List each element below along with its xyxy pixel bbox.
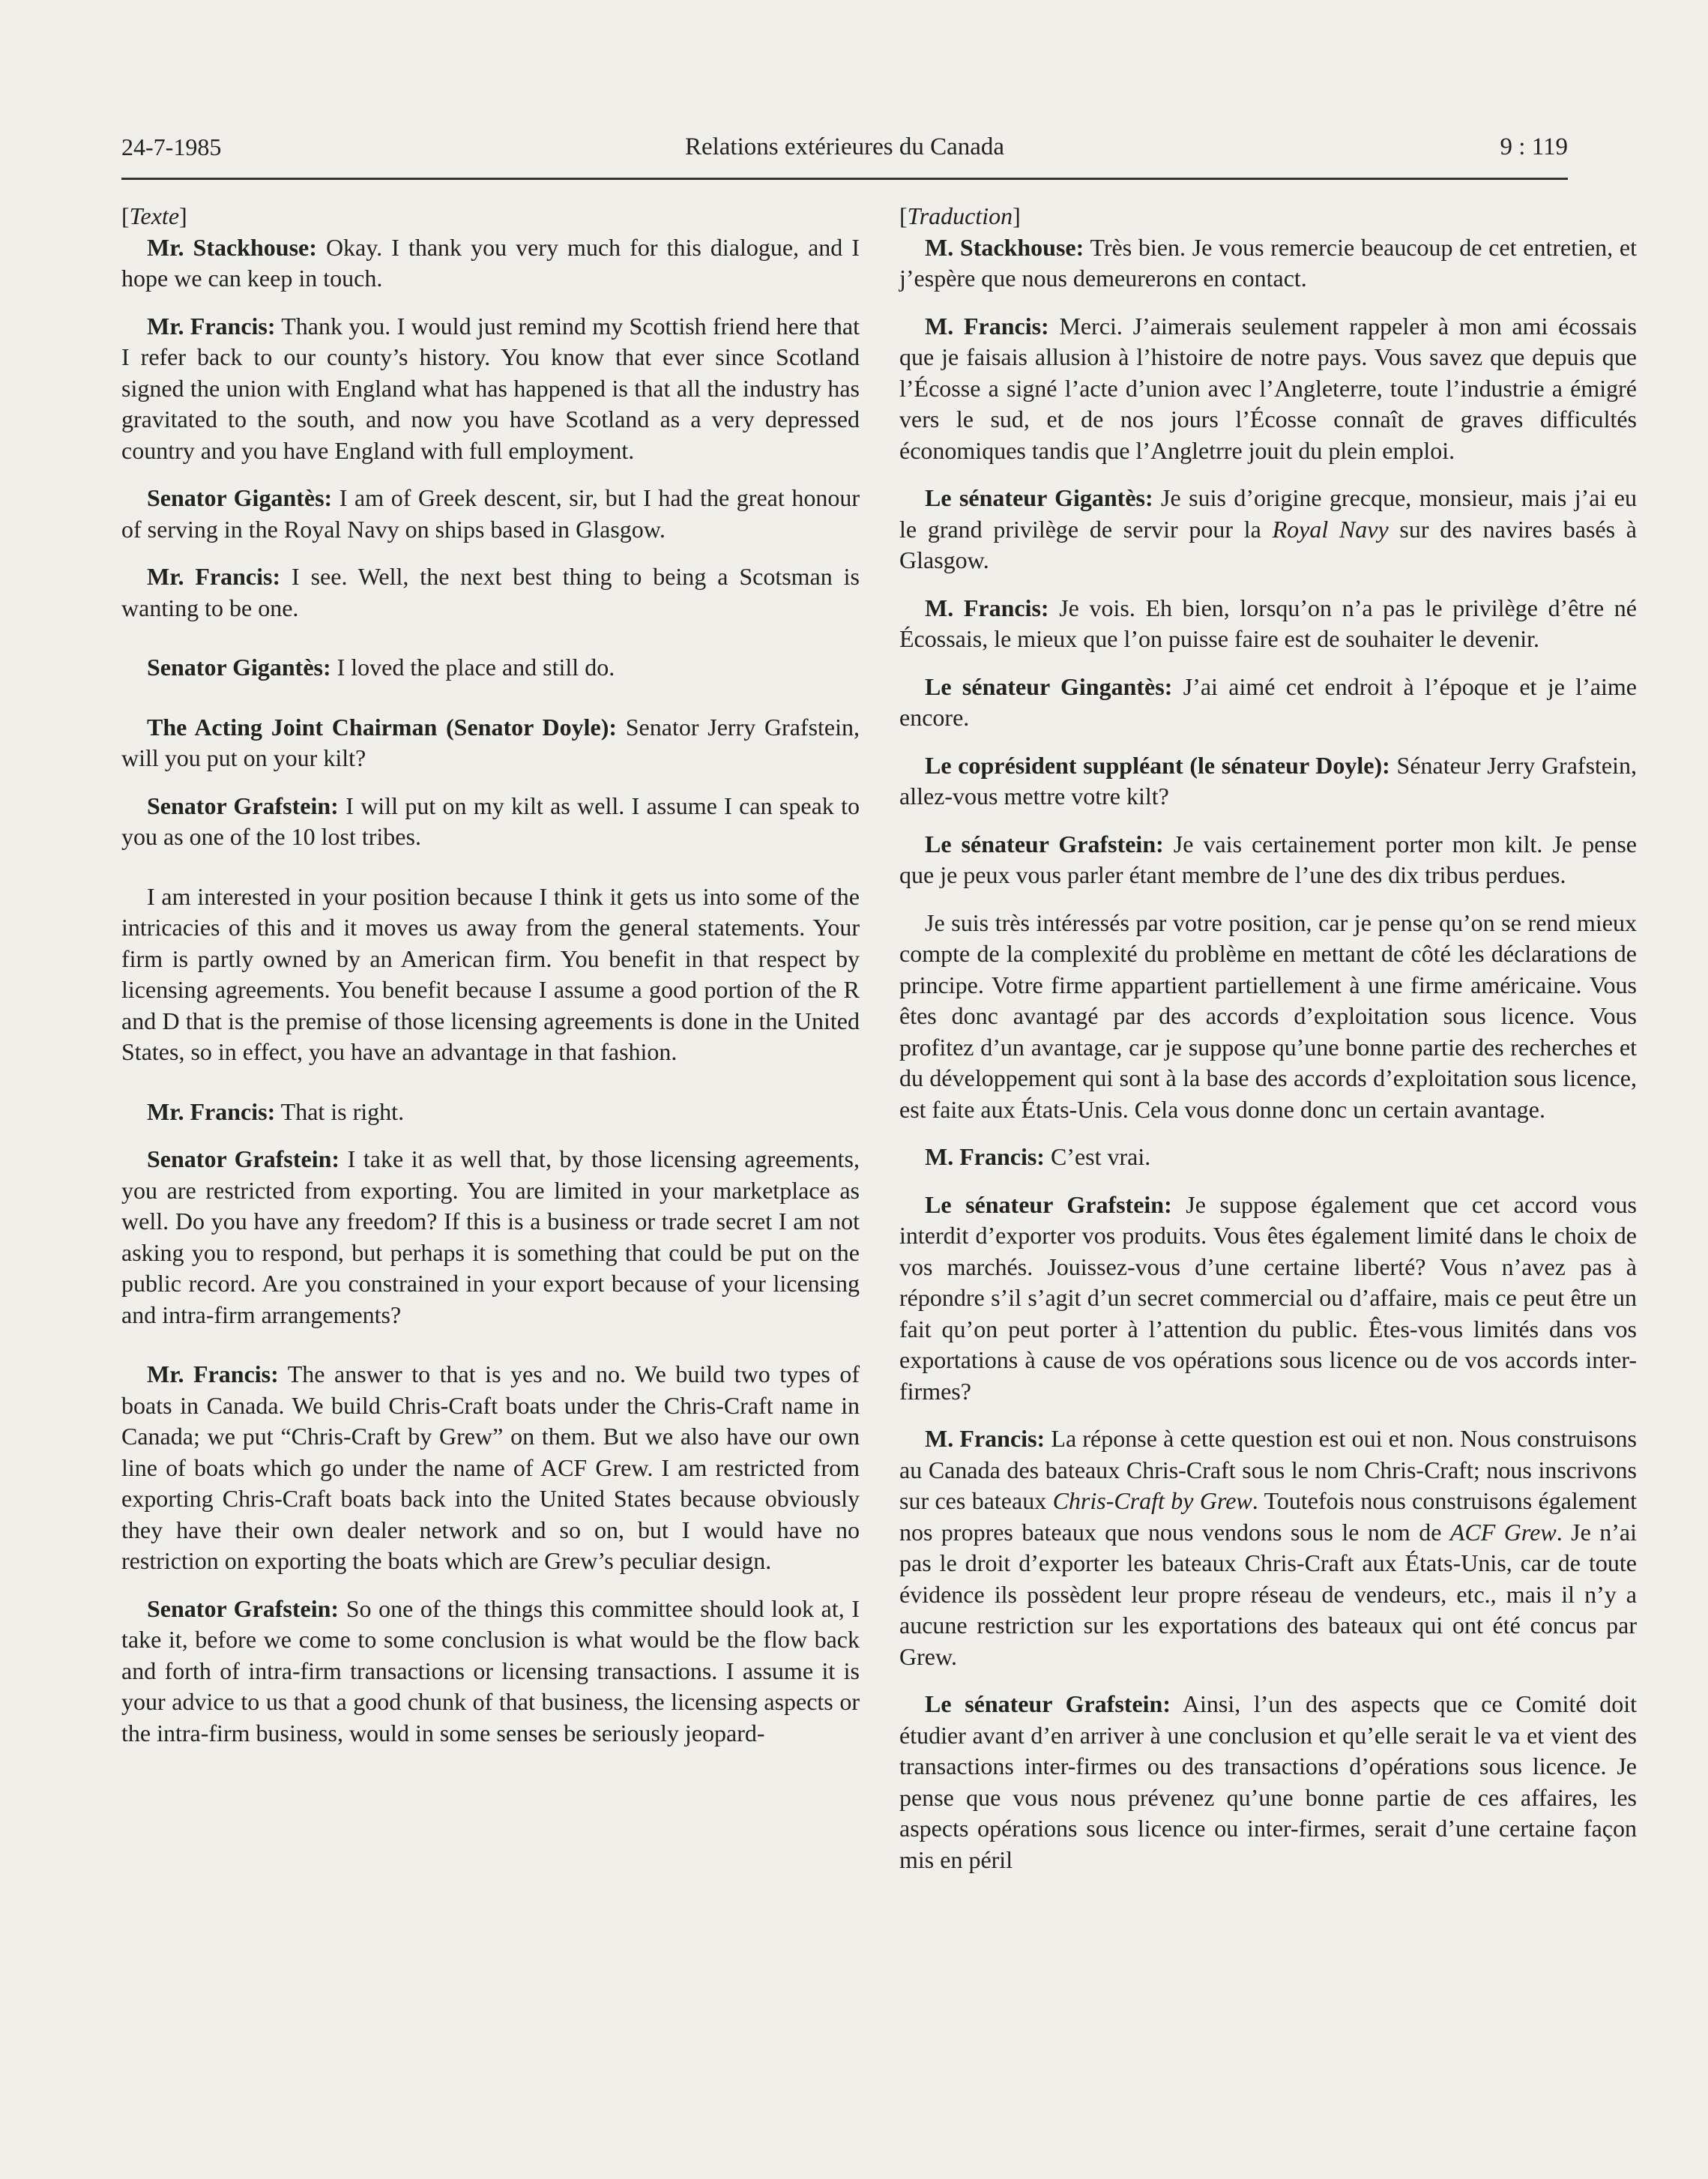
speaker-name: Le coprésident suppléant — [925, 751, 1183, 779]
paragraph: Mr. Francis: I see. Well, the next best thing to being a Scotsman is wanting to be one. — [121, 563, 860, 621]
paragraph: Le sénateur Gingantès: J’ai aimé cet endroit à l’époque et je l’aime encore. — [899, 672, 1638, 731]
english-column — [121, 201, 860, 1765]
speaker-name: Mr. Francis: — [147, 1360, 279, 1387]
header-page-number: 9 : 119 — [1500, 133, 1568, 160]
paragraph: Senator Gigantès: I am of Greek descent, sir, but I had the great honour of serving in the Royal Navy on ships based in Glasgow. — [121, 484, 860, 543]
paragraph: Le sénateur Grafstein: Ainsi, l’un des aspects que ce Comité doit étudier avant d’en arriver à une conclusion et qu’elle serait le va et vient des transactions inter-firmes ou des transactions d’opérations sous licence. Je pense que vous nous prévenez qu’une bonne partie de ces affaires, les aspects opérations sous licence ou inter-firmes, serait d’une certaine façon mis en péril — [899, 1690, 1638, 1873]
paragraph: Le coprésident suppléant (le sénateur Doyle): Sénateur Jerry Grafstein, allez-vous mettre votre kilt? — [899, 751, 1637, 810]
paragraph: I am interested in your position because I think it gets us into some of the intricacies of this and it moves us away from the general statements. Your firm is partly owned by an American firm. You benefit in that respect by licensing agreements. You benefit because I assume a good portion of the R and D that is the premise of those licensing agreements is done in the United States, so in effect, you have an advantage in that fashion. — [121, 882, 860, 1065]
speaker-name: Senator Grafstein: — [147, 792, 339, 819]
speaker-name: M. Francis: — [925, 1425, 1045, 1452]
header-date: 24-7-1985 — [121, 133, 222, 160]
speaker-name: Le sénateur Gigantès: — [925, 484, 1153, 511]
speaker-name: Senator Gigantès: — [147, 484, 333, 511]
paragraph: Senator Grafstein: I will put on my kilt as well. I assume I can speak to you as one of the 10 lost tribes. — [121, 792, 860, 850]
paragraph: Le sénateur Grafstein: Je suppose également que cet accord vous interdit d’exporter vos produits. Vous êtes également limité dans le choix de vos marchés. Jouissez-vous d’une certaine liberté? Vous n’avez pas à répondre s’il s’agit d’un secret commercial ou d’affaire, mais ce peut être un fait qu’on peut porter à l’attention du public. Êtes-vous limités dans vos exportations à cause de vos opérations sous licence ou de vos accords inter-firmes? — [899, 1190, 1638, 1405]
speaker-name: Le sénateur Gingantès: — [925, 672, 1173, 700]
header-rule — [121, 178, 1568, 180]
speaker-name: Mr. Francis: — [147, 312, 276, 340]
speaker-name: Mr. Francis: — [147, 1097, 276, 1125]
speaker-name: Mr. Stackhouse: — [147, 233, 317, 261]
speaker-name: The Acting Joint Chairman — [147, 713, 438, 741]
paragraph: Senator Grafstein: I take it as well that, by those licensing agreements, you are restricted from exporting. You are limited in your marketplace as well. Do you have any freedom? If this is a business or trade secret I am not asking you to respond, but perhaps it is something that could be put on the public record. Are you constrained in your export because of your licensing and intra-firm arrangements? — [121, 1145, 860, 1328]
speaker-name: M. Francis: — [925, 1143, 1045, 1170]
french-column — [899, 201, 1637, 1892]
speaker-name: Senator Grafstein: — [147, 1594, 340, 1622]
paragraph: M. Francis: Merci. J’aimerais seulement rappeler à mon ami écossais que je faisais allusion à l’histoire de notre pays. Vous savez que depuis que l’Écosse a signé l’acte d’union avec l’Angleterre, toute l’industrie a émigré vers le sud, et de nos jours l’Écosse connaît de graves difficultés économiques tandis que l’Angletrre jouit du plein emploi. — [899, 312, 1638, 464]
speaker-name: M. Francis: — [925, 312, 1049, 340]
paragraph: Mr. Francis: Thank you. I would just remind my Scottish friend here that I refer back to our county’s history. You know that ever since Scotland signed the union with England what has happened is that all the industry has gravitated to the south, and now you have Scotland as a very depressed country and you have England with full employment. — [121, 312, 860, 464]
speaker-name: M. Francis: — [925, 594, 1049, 621]
speaker-name: Senator Gigantès: — [147, 654, 331, 681]
paragraph: Le sénateur Gigantès: Je suis d’origine grecque, monsieur, mais j’ai eu le grand privilège de servir pour la Royal Navy sur des navires basés à Glasgow. — [899, 484, 1638, 573]
speaker-name: M. Stackhouse: — [925, 233, 1084, 261]
paragraph: Mr. Francis: That is right. — [147, 1097, 405, 1125]
paragraph: M. Francis: C’est vrai. — [925, 1143, 1151, 1170]
speaker-name: Le sénateur Grafstein: — [925, 830, 1164, 858]
paragraph: M. Francis: Je vois. Eh bien, lorsqu’on n’a pas le privilège d’être né Écossais, le mieux que l’on puisse faire est de souhaiter le devenir. — [899, 594, 1638, 652]
section-tag: [Traduction] — [899, 202, 1021, 229]
speaker-name: Le sénateur Grafstein: — [925, 1690, 1171, 1717]
speaker-name: Mr. Francis: — [147, 563, 281, 590]
paragraph: The Acting Joint Chairman (Senator Doyle): Senator Jerry Grafstein, will you put on your kilt? — [121, 713, 860, 771]
paragraph: Senator Grafstein: So one of the things this committee should look at, I take it, before we come to some conclusion is what would be the flow back and forth of intra-firm transactions or licensing transactions. I assume it is your advice to us that a good chunk of that business, the licensing aspects or the intra-firm business, would in some senses be seriously jeopard- — [121, 1594, 860, 1746]
paragraph: M. Francis: La réponse à cette question est oui et non. Nous construisons au Canada des bateaux Chris-Craft sous le nom Chris-Craft; nous inscrivons sur ces bateaux Chris-Craft by Grew. Toutefois nous construisons également nos propres bateaux que nous vendons sous le nom de ACF Grew. Je n’ai pas le droit d’exporter les bateaux Chris-Craft aux États-Unis, car de toute évidence ils possèdent leur propre réseau de vendeurs, etc., mais il n’y a aucune restriction sur les exportations des bateaux qui ont été concus par Grew. — [899, 1425, 1638, 1670]
paragraph: Mr. Stackhouse: Okay. I thank you very much for this dialogue, and I hope we can keep in touch. — [121, 233, 860, 292]
page-header — [121, 133, 1568, 172]
paragraph: M. Stackhouse: Très bien. Je vous remercie beaucoup de cet entretien, et j’espère que nous demeurerons en contact. — [899, 233, 1638, 292]
section-tag: [Texte] — [121, 202, 187, 229]
header-title: Relations extérieures du Canada — [684, 133, 1005, 160]
speaker-name: Le sénateur Grafstein: — [925, 1190, 1172, 1218]
paragraph: Je suis très intéressés par votre position, car je pense qu’on se rend mieux compte de la complexité du problème en mettant de côté les déclarations de principe. Votre firme appartient partiellement à une firme américaine. Vous êtes donc avantagé par des accords d’exploitation sous licence. Vous profitez d’un avantage, car je suppose qu’une bonne partie des recherches et du développement qui sont à la base des accords d’exploitation sous licence, est faite aux États-Unis. Cela vous donne donc un certain avantage. — [899, 908, 1637, 1123]
paragraph: Senator Gigantès: I loved the place and still do. — [147, 654, 615, 681]
paragraph: Le sénateur Grafstein: Je vais certainement porter mon kilt. Je pense que je peux vous parler étant membre de l’une des dix tribus perdues. — [899, 830, 1637, 888]
paragraph: Mr. Francis: The answer to that is yes and no. We build two types of boats in Canada. We build Chris-Craft boats under the Chris-Craft name in Canada; we put “Chris-Craft by Grew” on them. But we also have our own line of boats which go under the name of ACF Grew. I am restricted from exporting Chris-Craft boats back into the United States because obviously they have their own dealer network and so on, but I would have no restriction on exporting the boats which are Grew’s peculiar design. — [121, 1360, 860, 1574]
speaker-name: Senator Grafstein: — [147, 1145, 340, 1172]
